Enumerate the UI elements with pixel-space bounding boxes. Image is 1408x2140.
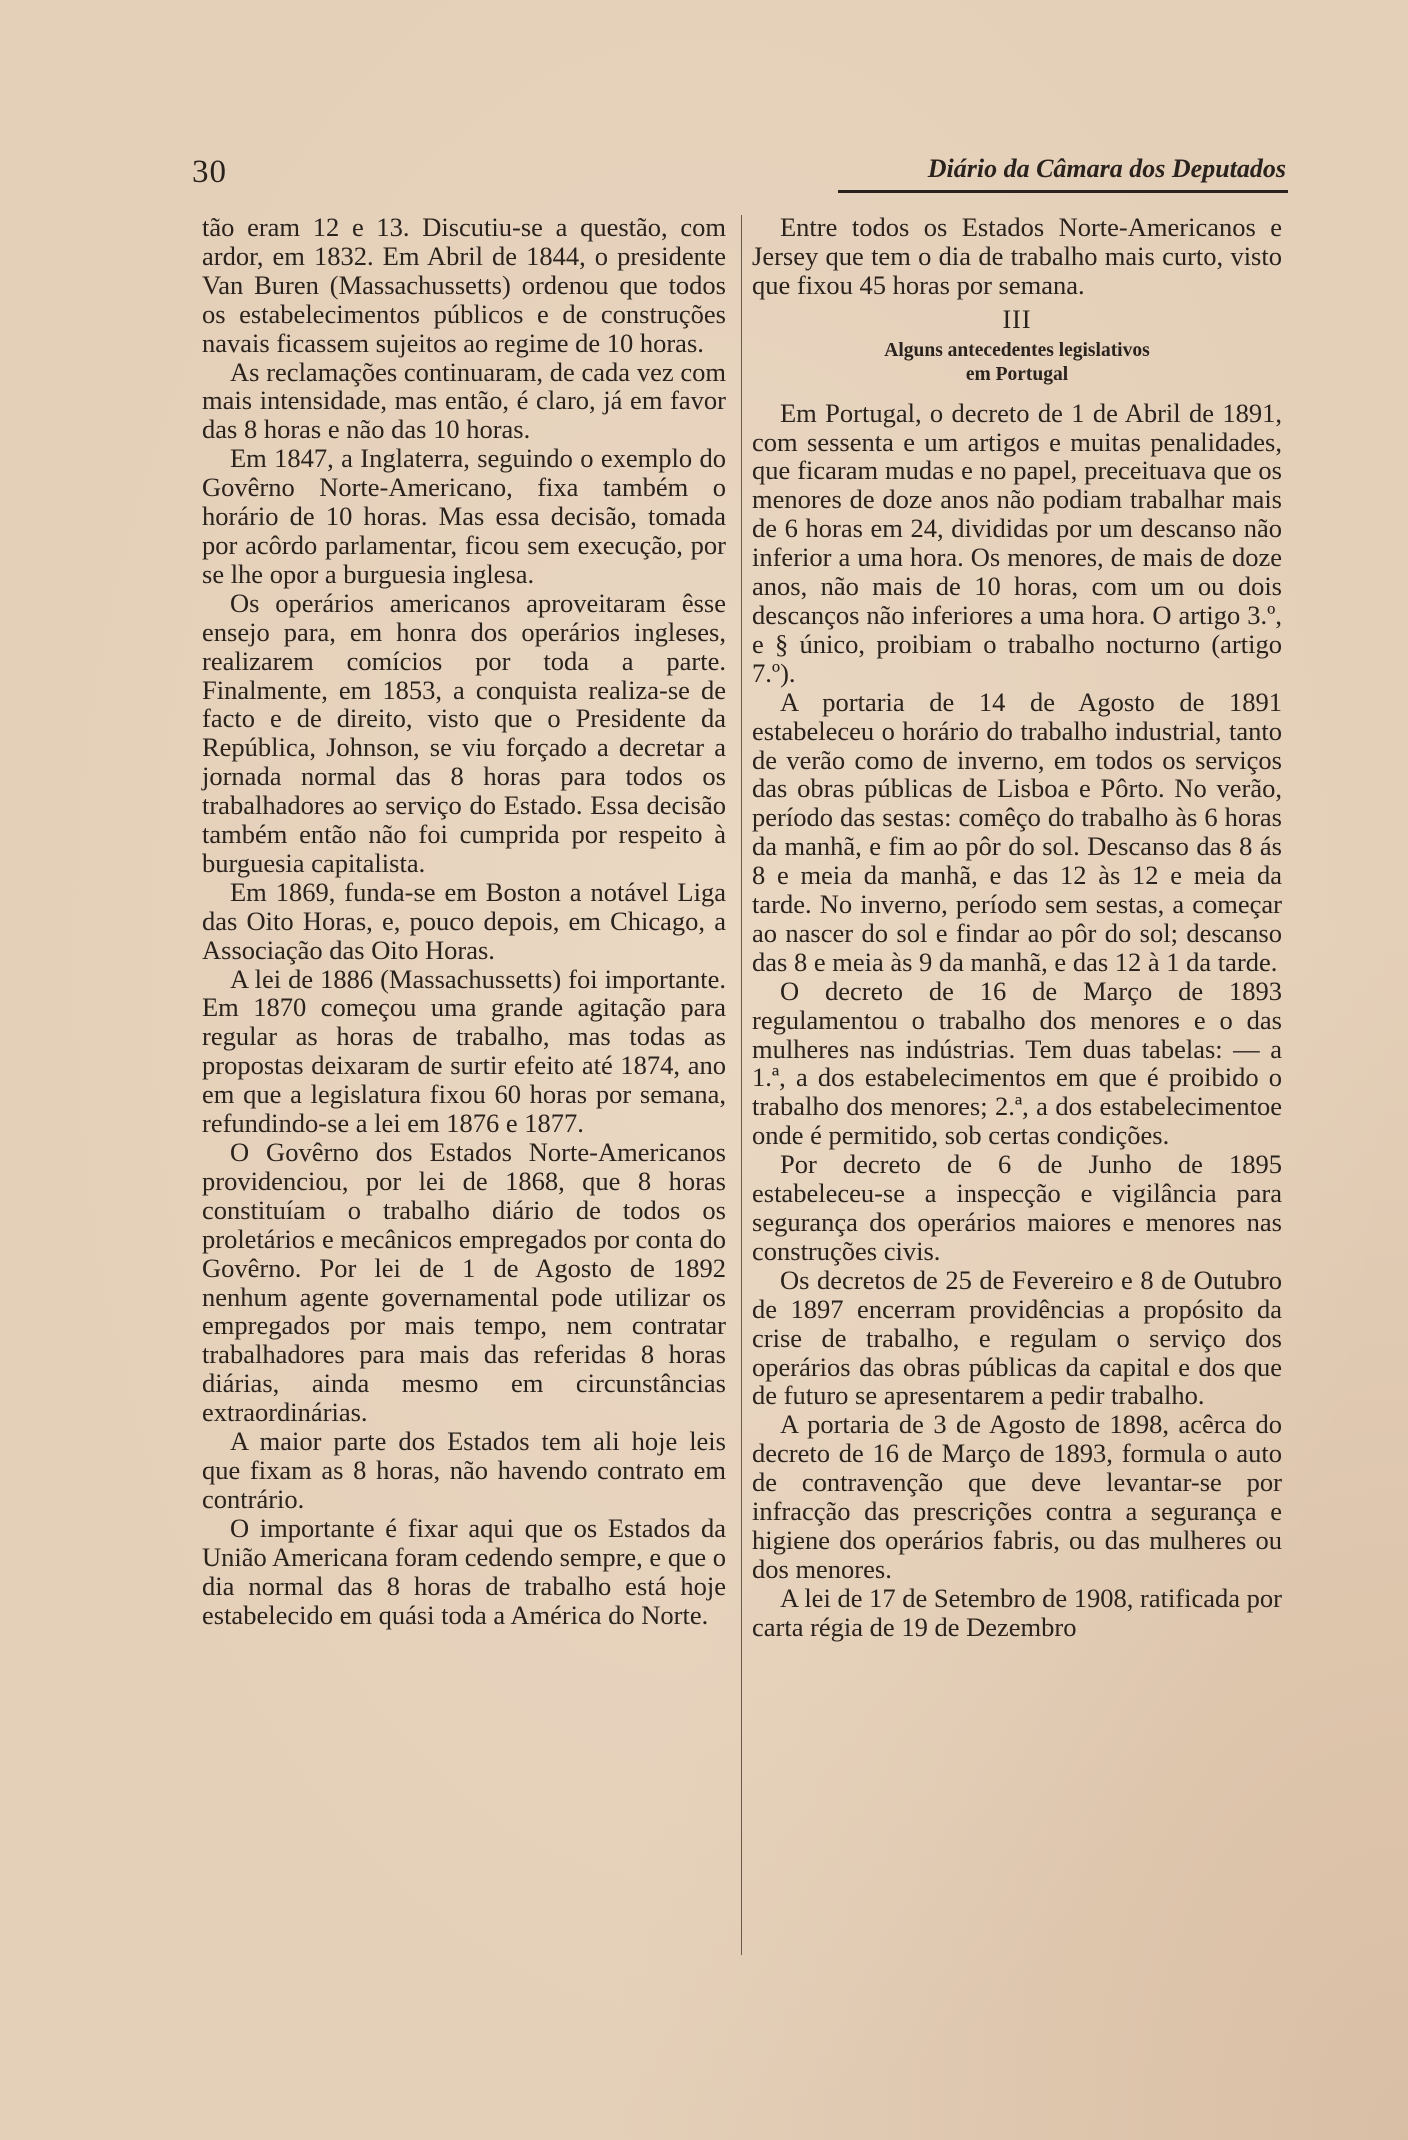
column-divider — [741, 215, 742, 1955]
paragraph: A lei de 17 de Setembro de 1908, ratificada por carta régia de 19 de Dezembro — [752, 1582, 1282, 1642]
running-title: Diário da Câmara dos Deputados — [927, 154, 1286, 183]
paragraph: A maior parte dos Estados tem ali hoje leis que fixam as 8 horas, não havendo contrato em contrário. — [202, 1426, 726, 1514]
paragraph: Entre todos os Estados Norte-Americanos e Jersey que tem o dia de trabalho mais curto, visto que fixou 45 horas por semana. — [752, 212, 1282, 300]
paragraph: O Govêrno dos Estados Norte-Americanos providenciou, por lei de 1868, que 8 horas constituíam o trabalho diário de todos os proletários e mecânicos empregados por conta do Govêrno. Por lei de 1 de Agosto de 1892 nenhum agente governamental pode utilizar os empregados por mais tempo, nem contratar trabalhadores para mais das referidas 8 horas diárias, ainda mesmo em circunstâncias extraordinárias. — [202, 1137, 726, 1428]
section-title — [752, 339, 1282, 387]
paragraph: O importante é fixar aqui que os Estados da União Americana foram cedendo sempre, e que o dia normal das 8 horas de trabalho está hoje estabelecido em quási toda a América do Norte. — [202, 1512, 726, 1630]
right-column — [752, 213, 1282, 1642]
paragraph: O decreto de 16 de Março de 1893 regulamentou o trabalho dos menores e o das mulheres nas indústrias. Tem duas tabelas: — a 1.ª, a dos estabelecimentos em que é proibido o trabalho dos menores; 2.ª, a dos estabelecimentoe onde é permitido, sob certas condições. — [752, 975, 1282, 1151]
paragraph: Os operários americanos aproveitaram êsse ensejo para, em honra dos operários ingleses, realizarem comícios por toda a parte. Finalmente, em 1853, a conquista realiza-se de facto e de direito, visto que o Presidente da República, Johnson, se viu forçado a decretar a jornada normal das 8 horas para todos os trabalhadores ao serviço do Estado. Essa decisão também então não foi cumprida por respeito à burguesia capitalista. — [202, 587, 726, 878]
paragraph: A portaria de 3 de Agosto de 1898, acêrca do decreto de 16 de Março de 1893, formula o auto de contravenção que deve levantar-se por infracção das prescrições contra a segurança e higiene dos operários fabris, ou das mulheres ou dos menores. — [752, 1409, 1282, 1584]
paragraph: A lei de 1886 (Massachussetts) foi importante. Em 1870 começou uma grande agitação para regular as horas de trabalho, mas todas as propostas deixaram de surtir efeito até 1874, ano em que a legislatura fixou 60 horas por semana, refundindo-se a lei em 1876 e 1877. — [202, 963, 726, 1139]
paragraph: A portaria de 14 de Agosto de 1891 estabeleceu o horário do trabalho industrial, tanto de verão como de inverno, em todos os serviços das obras públicas de Lisboa e Pôrto. No verão, período das sestas: comêço do trabalho às 6 horas da manhã, e fim ao pôr do sol. Descanso das 8 ás 8 e meia da manhã, e das 12 às 12 e meia da tarde. No inverno, período sem sestas, a começar ao nascer do sol e findar ao pôr do sol; descanso das 8 e meia às 9 da manhã, e das 12 à 1 da tarde. — [752, 686, 1282, 977]
section-number: III — [1002, 304, 1032, 334]
paragraph: Em 1869, funda-se em Boston a notável Liga das Oito Horas, e, pouco depois, em Chicago, a Associação das Oito Horas. — [202, 876, 726, 965]
page-number: 30 — [192, 154, 227, 190]
paragraph: tão eram 12 e 13. Discutiu-se a questão, com ardor, em 1832. Em Abril de 1844, o presidente Van Buren (Massachussetts) ordenou que todos os estabelecimentos públicos e de construções navais ficassem sujeitos ao regime de 10 horas. — [202, 212, 726, 358]
paragraph: As reclamações continuaram, de cada vez com mais intensidade, mas então, é claro, já em favor das 8 horas e não das 10 horas. — [202, 356, 726, 445]
paragraph: Em Portugal, o decreto de 1 de Abril de 1891, com sessenta e um artigos e muitas penalidades, que ficaram mudas e no papel, preceituava que os menores de doze anos não podiam trabalhar mais de 6 horas em 24, divididas por um descanso não inferior a uma hora. Os menores, de mais de doze anos, não mais de 10 horas, com um ou dois descanços não inferiores a uma hora. O artigo 3.º, e § único, proibiam o trabalho nocturno (artigo 7.º). — [752, 397, 1282, 688]
paragraph: Os decretos de 25 de Fevereiro e 8 de Outubro de 1897 encerram providências a propósito da crise de trabalho, e regulam o serviço dos operários das obras públicas da capital e dos que de futuro se apresentarem a pedir trabalho. — [752, 1264, 1282, 1411]
paragraph: Em 1847, a Inglaterra, seguindo o exemplo do Govêrno Norte-Americano, fixa também o horário de 10 horas. Mas essa decisão, tomada por acôrdo parlamentar, ficou sem execução, por se lhe opor a burguesia inglesa. — [202, 443, 726, 589]
section-title-line: Alguns antecedentes legislativos — [884, 339, 1150, 361]
header-rule — [838, 190, 1288, 193]
section-title-line: em Portugal — [965, 363, 1069, 385]
paragraph: Por decreto de 6 de Junho de 1895 estabeleceu-se a inspecção e vigilância para segurança dos operários maiores e menores nas construções civis. — [752, 1149, 1282, 1266]
left-column — [202, 213, 726, 1629]
